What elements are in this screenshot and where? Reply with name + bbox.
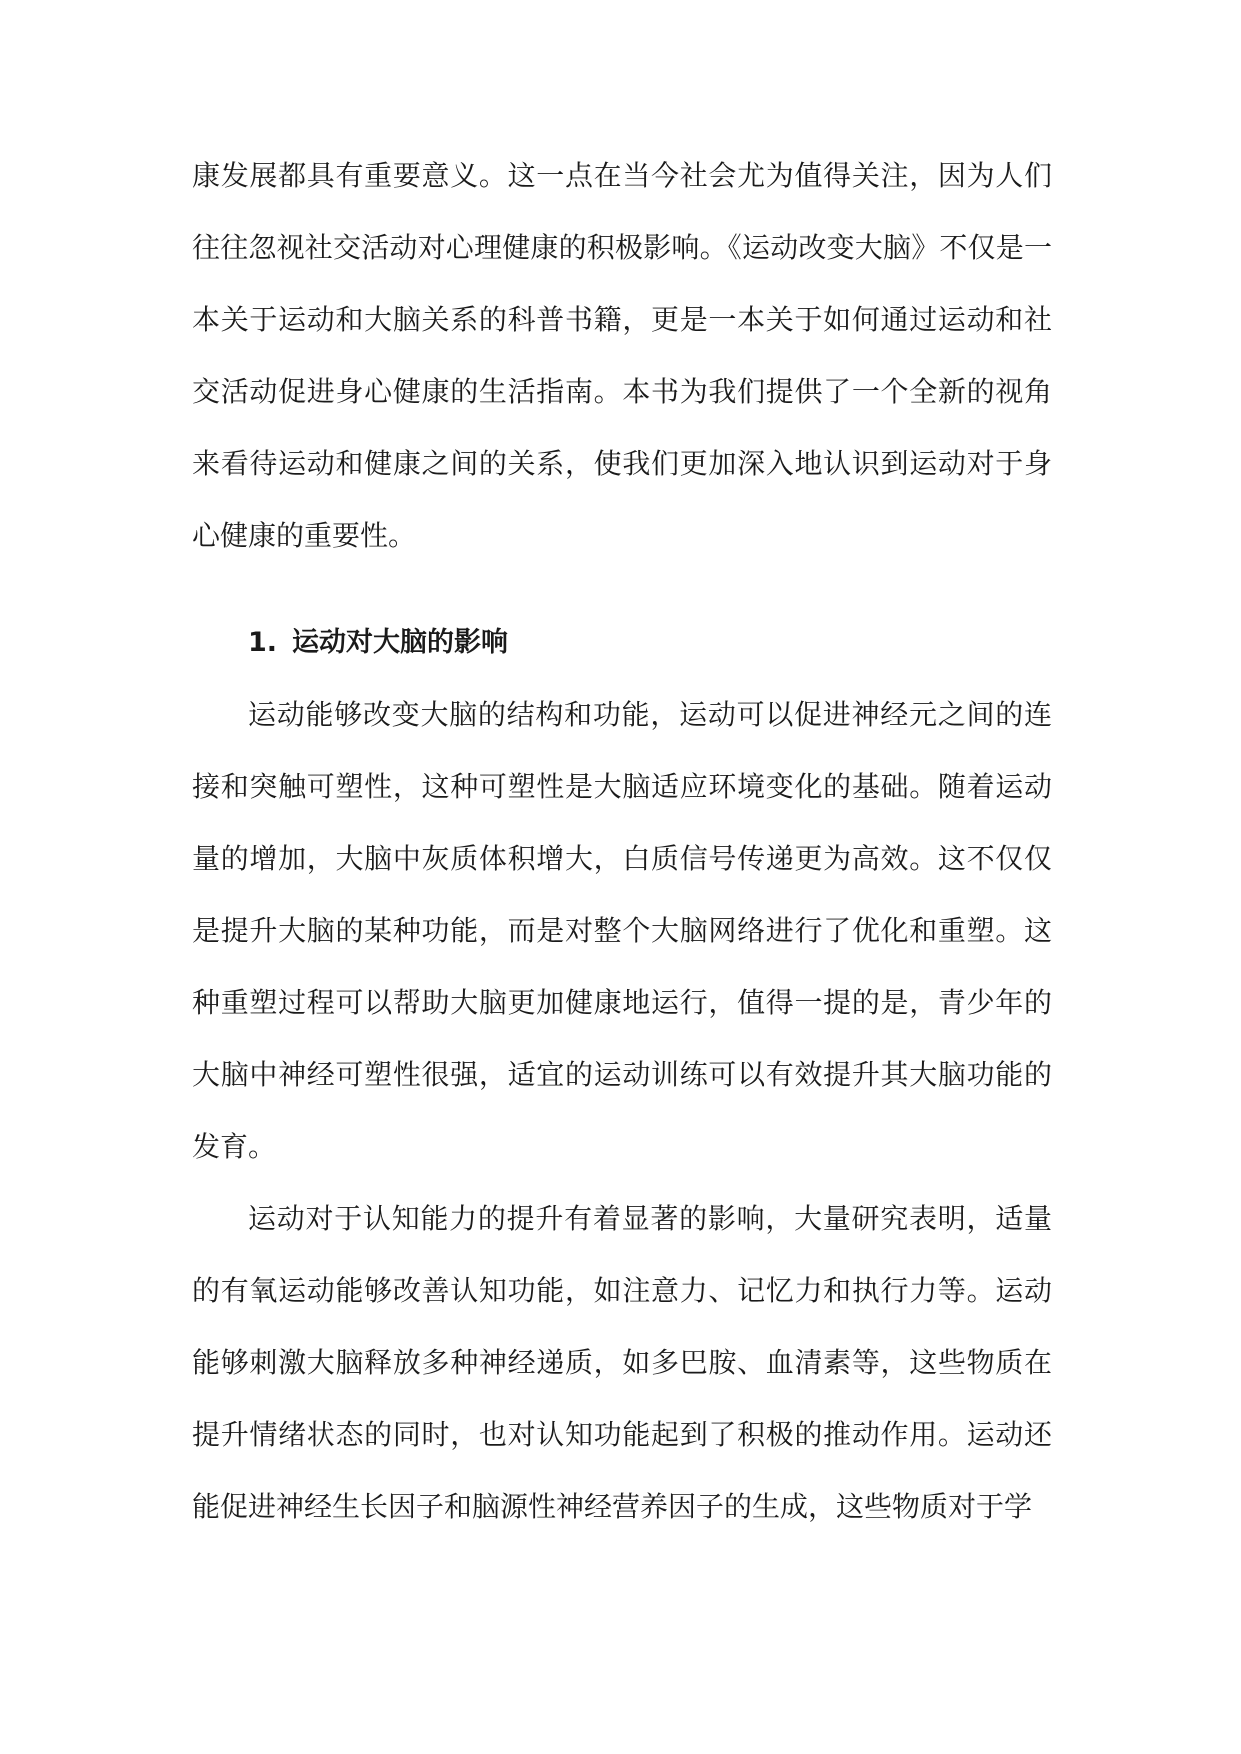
paragraph-continuation: 康发展都具有重要意义。这一点在当今社会尤为值得关注，因为人们往往忽视社交活动对心理健康的积极影响。《运动改变大脑》不仅是一本关于运动和大脑关系的科普书籍，更是一本关于如何通过运动和社交活动促进身心健康的生活指南。本书为我们提供了一个全新的视角来看待运动和健康之间的关系，使我们更加深入地认识到运动对于身心健康的重要性。: [192, 159, 1052, 552]
paragraph: 运动对于认知能力的提升有着显著的影响，大量研究表明，适量的有氧运动能够改善认知功能，如注意力、记忆力和执行力等。运动能够刺激大脑释放多种神经递质，如多巴胺、血清素等，这些物质在提升情绪状态的同时，也对认知功能起到了积极的推动作用。运动还能促进神经生长因子和脑源性神经营养因子的生成，这些物质对于学: [192, 1202, 1052, 1523]
section-title: 运动对大脑的影响: [292, 627, 508, 658]
section-number: 1.: [248, 627, 278, 658]
document-body: [192, 140, 1052, 1543]
section-heading: [192, 607, 1052, 679]
paragraph: 运动能够改变大脑的结构和功能，运动可以促进神经元之间的连接和突触可塑性，这种可塑性是大脑适应环境变化的基础。随着运动量的增加，大脑中灰质体积增大，白质信号传递更为高效。这不仅仅是提升大脑的某种功能，而是对整个大脑网络进行了优化和重塑。这种重塑过程可以帮助大脑更加健康地运行，值得一提的是，青少年的大脑中神经可塑性很强，适宜的运动训练可以有效提升其大脑功能的发育。: [192, 698, 1052, 1163]
